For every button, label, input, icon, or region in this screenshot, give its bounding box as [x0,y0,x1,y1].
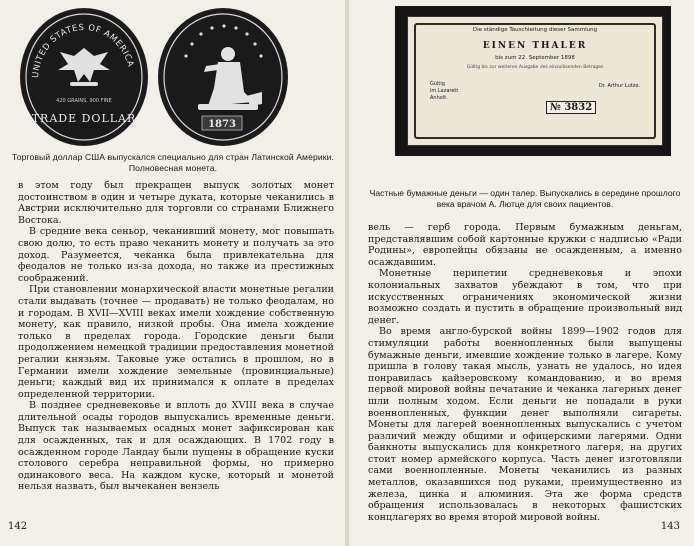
right-page [347,0,694,546]
paragraph: В позднее средневековье и вплоть до XVIII века в случае длительной осады городов выпускались временные деньги. Выпуск так называемых осадных монет зафиксирован как для осажденных, так и для осаждающих. В 1702 году в осажденном городе Ландау были пущены в обращение куски столового серебра неправильной формы, но примерно одинакового веса. На каждом куске, который и монетой нельзя назвать, был вычеканен вензель [18,400,334,493]
banknote-caption: Частные бумажные деньги — один талер. Выпускались в середине прошлого века врачом А. Лютце для своих пациентов. [369,188,681,209]
banknote-denomination: EINEN THALER [482,41,588,51]
paragraph: Монетные перипетии средневековья и эпохи колониальных захватов убеждают в том, что при искусственных ограничениях экономической жизни возможно создать и пустить в обращение произвольный вид денег. [368,268,682,326]
trade-dollar-obverse-image [20,8,148,146]
banknote-left-block [430,81,458,102]
banknote-fine-print: Gültig bis zur weiteren Ausgabe des einzulösenden Betrages [466,65,604,70]
banknote-header: Die ständige Tauschleitung dieser Sammlung [472,27,598,33]
paragraph: В средние века сеньор, чеканивший монету, мог повышать свою долю, то есть право чеканить монету и получать за это доход. Разумеется, чеканка была привлекательна для феодалов не только из-за дохода, но также из престижных соображений. [18,226,334,284]
trade-dollar-reverse-image [158,8,288,146]
right-page-text [368,222,682,523]
banknote-left-line: Gültig [430,81,445,87]
coin-date: 1873 [208,119,236,130]
banknote-date-line: bis zum 22. September 1898 [495,55,575,61]
page-number-right: 143 [660,521,680,532]
coin-legend-top: UNITED STATES OF AMERICA [30,22,136,79]
banknote-left-line: im Lazarett [430,88,459,94]
paragraph: Во время англо-бурской войны 1899—1902 годов для стимуляции работы военнопленных были выпущены бумажные деньги, имевшие хождение только в лагере. Кому пришла в голову такая мысль, узнать не удалось, но идея понравилась кайзеровскому командованию, и во время первой мировой войны печатание и чеканка лагерных денег шли полным ходом. Если деньги не попадали в руки военнопленных, функции денег выполняли сигареты. Монеты для лагерей военнопленных выпускались с учетом различий между общими и офицерскими лагерями. Одни банкноты выпускались для конкретного лагеря, на других стоит номер армейского корпуса. Часть денег изготовляли сами военнопленные. Монеты чеканились из разных металлов, оказавшихся под руками, преимущественно из железа, цинка и алюминия. Эта же форма средств обращения использовалась в некоторых фашистских концлагерях во время второй мировой войны. [368,326,682,523]
paragraph: в этом году был прекращен выпуск золотых монет достоинством в один и четыре дуката, которые чеканились в Австрии исключительно для торговли со странами Ближнего Востока. [18,180,334,226]
page-number-left: 142 [8,521,28,532]
coin-legend-bottom: TRADE DOLLAR [31,112,137,125]
banknote-image [407,16,663,146]
left-page-text [18,180,334,493]
paragraph: вель — герб города. Первым бумажным деньгам, представлявшим собой картонные кружки с надписью «Ради Родины», европейцы обязаны не осажденным, а именно осаждавшим. [368,222,682,268]
coin-fineness: 420 GRAINS, 900 FINE [56,98,112,104]
coin-caption: Торговый доллар США выпускался специально для стран Латинской Америки. Полновесная монета. [12,152,334,173]
banknote-signature: Dr. Arthur Lutze. [598,83,640,89]
banknote-left-line: Anholt. [430,95,448,101]
banknote-serial: № 3832 [546,101,596,114]
paragraph: При становлении монархической власти монетные регалии стали выдавать (точнее — продавать) не только феодалам, но и городам. В XVII—XVIII веках имели хождение собственную монету, как правило, низкой пробы. Она имела хождение только в пределах города. Городские деньги были продолжением немецкой традиции предоставления монетной регалии князьям. Таковые уже остались в прошлом, но в Германии имели хождение земельные (провинциальные) деньги; каждый вид их принимался к оплате в пределах определенной территории. [18,284,334,400]
